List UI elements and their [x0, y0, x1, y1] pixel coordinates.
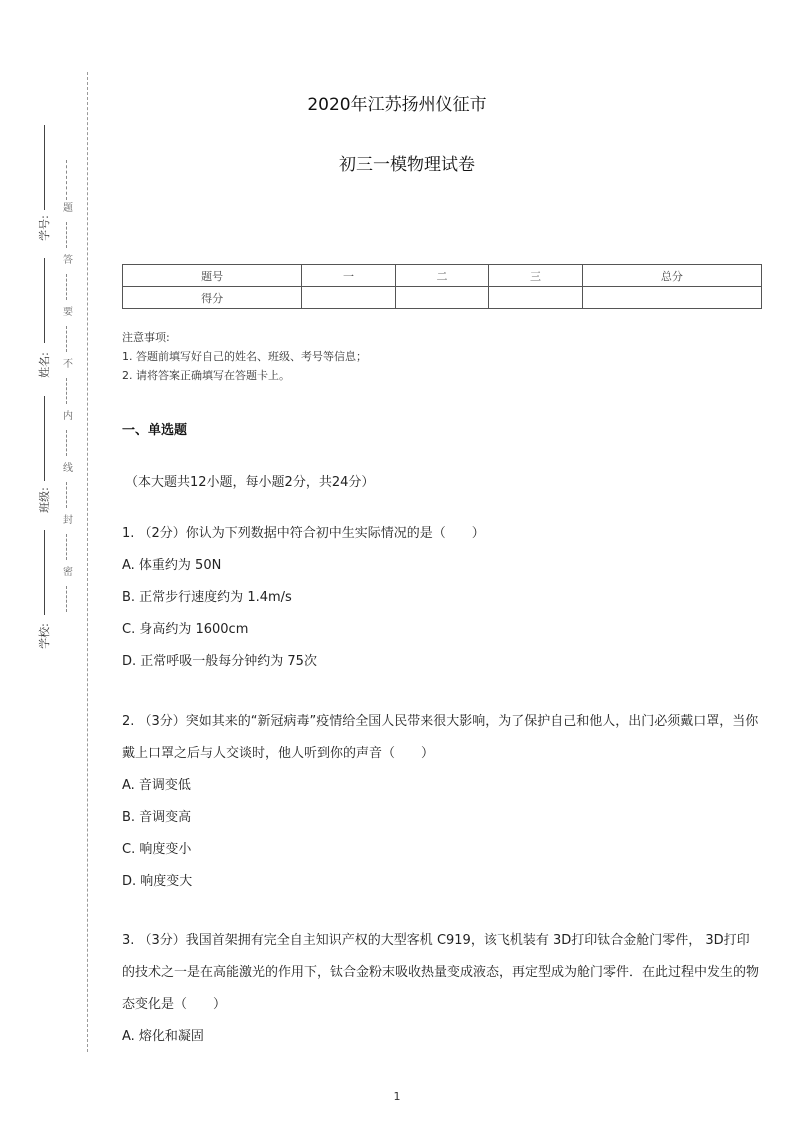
score-table — [122, 264, 762, 309]
question-stem: 3. （3分）我国首架拥有完全自主知识产权的大型客机 C919，该飞机装有 3D打印钛合金舱门零件， 3D打印的技术之一是在高能激光的作用下，钛合金粉末吸收热量变成液态，再定型成为舱门零件．在此过程中发生的物态变化是（ ） — [122, 933, 760, 1012]
option-a[interactable]: A. 体重约为 50N — [122, 558, 222, 573]
instructions-title: 注意事项: — [122, 331, 170, 344]
field-line-school[interactable] — [44, 530, 45, 615]
seal-char: 要 — [63, 307, 73, 318]
seal-dashes — [66, 482, 69, 508]
seal-dashes — [66, 430, 69, 456]
question-3 — [122, 925, 762, 1053]
section-title: 一、单选题 — [122, 423, 188, 438]
seal-char: 题 — [63, 203, 73, 214]
exam-title: 初三一模物理试卷 — [339, 155, 475, 175]
score-header-cell: 一 — [302, 265, 396, 287]
seal-dashes — [66, 222, 69, 248]
seal-char: 密 — [63, 567, 73, 578]
question-2 — [122, 706, 762, 898]
seal-dashes — [66, 326, 69, 352]
score-header-cell: 三 — [489, 265, 583, 287]
option-a[interactable]: A. 音调变低 — [122, 778, 191, 793]
question-stem: 2. （3分）突如其来的“新冠病毒”疫情给全国人民带来很大影响，为了保护自己和他人，出门必须戴口罩，当你戴上口罩之后与人交谈时，他人听到你的声音（ ） — [122, 714, 759, 761]
option-b[interactable]: B. 音调变高 — [122, 810, 192, 825]
option-c[interactable]: C. 响度变小 — [122, 842, 192, 857]
seal-char: 不 — [63, 359, 73, 370]
score-header-cell: 总分 — [582, 265, 761, 287]
seal-dashes — [66, 534, 69, 560]
option-d[interactable]: D. 正常呼吸一般每分钟约为 75次 — [122, 654, 317, 669]
score-cell[interactable] — [489, 287, 583, 309]
field-line-name[interactable] — [44, 258, 45, 343]
binding-cut-line — [87, 72, 88, 1052]
field-label-name: 姓名: — [38, 352, 51, 378]
score-table-header-row — [123, 265, 762, 287]
score-header-cell: 二 — [395, 265, 489, 287]
score-row-label: 得分 — [123, 287, 302, 309]
option-d[interactable]: D. 响度变大 — [122, 874, 193, 889]
seal-char: 线 — [63, 463, 73, 474]
seal-char: 内 — [63, 411, 73, 422]
exam-region-title: 2020年江苏扬州仪征市 — [307, 95, 487, 115]
score-table-score-row — [123, 287, 762, 309]
score-cell[interactable] — [302, 287, 396, 309]
seal-char: 答 — [63, 255, 73, 266]
page-number: 1 — [393, 1090, 401, 1103]
score-header-cell: 题号 — [123, 265, 302, 287]
seal-char: 封 — [63, 515, 73, 526]
score-cell[interactable] — [582, 287, 761, 309]
seal-dashes — [66, 586, 69, 612]
question-1 — [122, 518, 762, 678]
field-label-student-id: 学号: — [38, 215, 51, 241]
field-label-class: 班级: — [38, 487, 51, 513]
seal-dashes — [66, 378, 69, 404]
section-description: （本大题共12小题，每小题2分，共24分） — [125, 475, 375, 490]
seal-dashes — [66, 274, 69, 300]
field-line-class[interactable] — [44, 396, 45, 481]
instructions — [122, 328, 367, 385]
score-cell[interactable] — [395, 287, 489, 309]
option-c[interactable]: C. 身高约为 1600cm — [122, 622, 249, 637]
option-b[interactable]: B. 正常步行速度约为 1.4m/s — [122, 590, 292, 605]
instruction-item: 1. 答题前填写好自己的姓名、班级、考号等信息； — [122, 350, 367, 363]
instruction-item: 2. 请将答案正确填写在答题卡上。 — [122, 369, 290, 382]
field-label-school: 学校: — [38, 623, 51, 649]
option-a[interactable]: A. 熔化和凝固 — [122, 1029, 204, 1044]
question-stem: 1. （2分）你认为下列数据中符合初中生实际情况的是（ ） — [122, 526, 485, 541]
